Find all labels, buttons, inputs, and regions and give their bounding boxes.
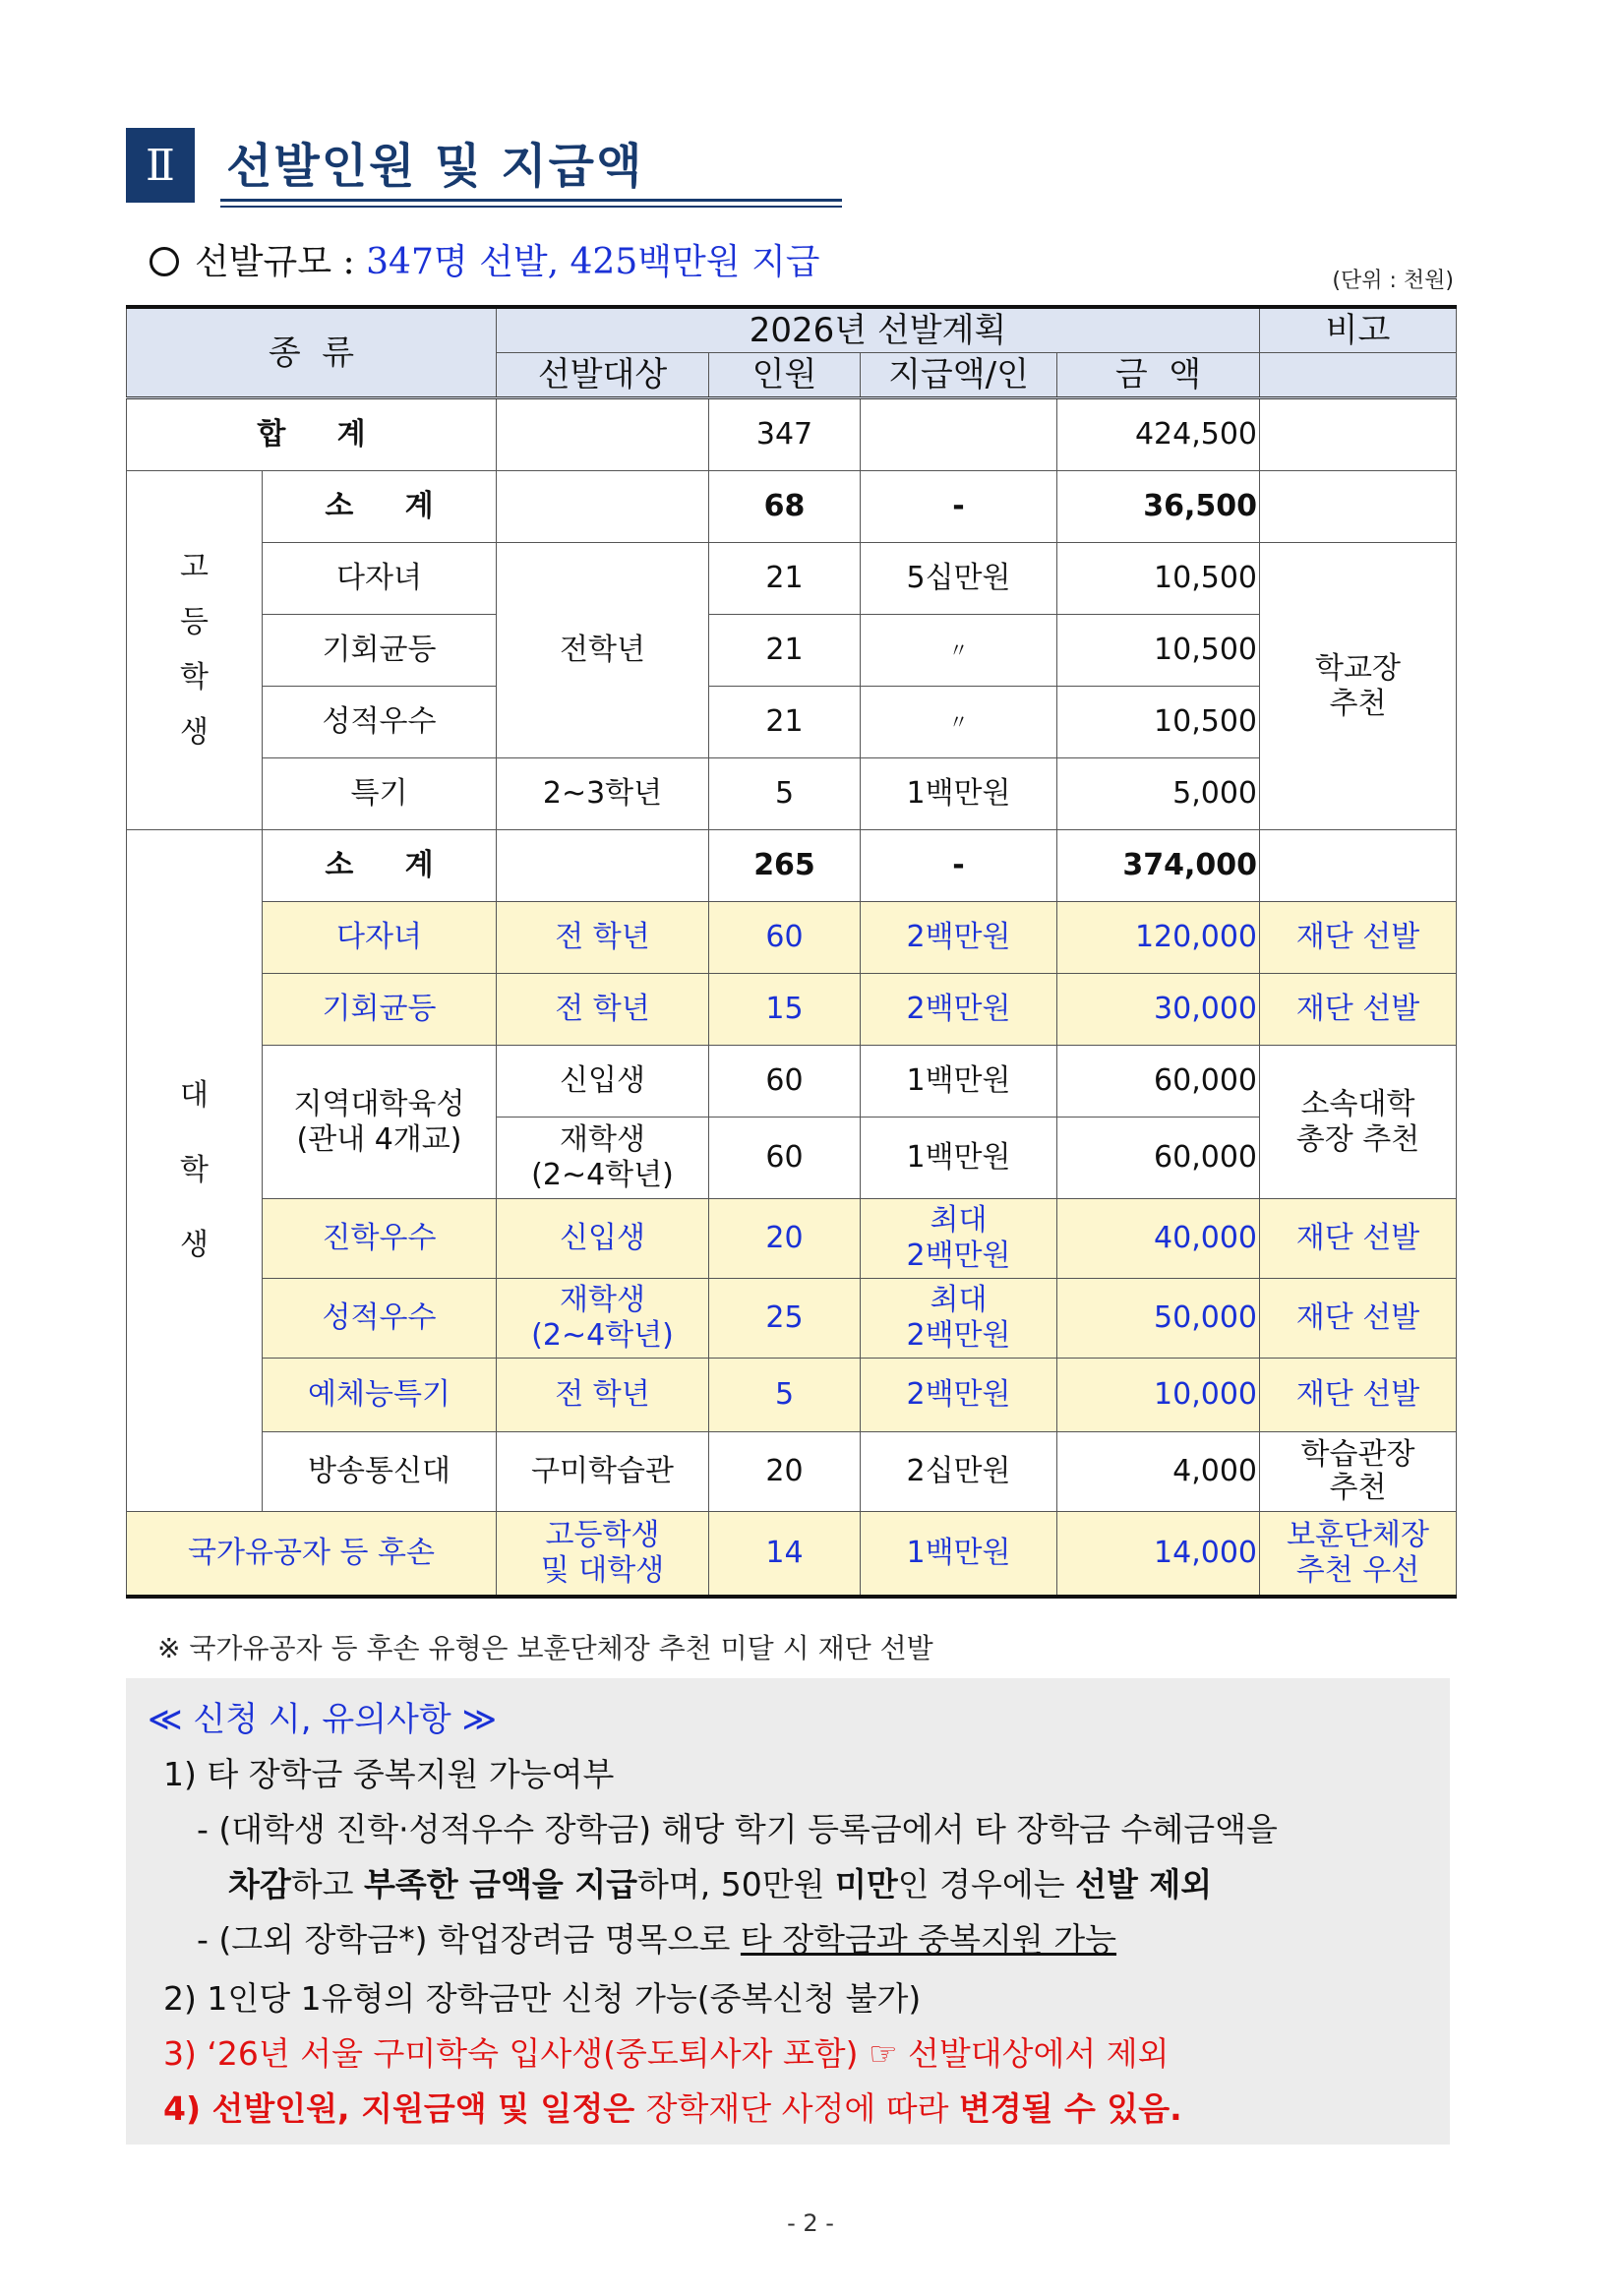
high-remark: 학교장 추천 bbox=[1260, 543, 1457, 830]
univ-subtotal-remark bbox=[1260, 830, 1457, 902]
univ-advance-amount: 40,000 bbox=[1057, 1199, 1260, 1279]
high-group-label: 고 등 학 생 bbox=[127, 471, 263, 830]
text: 장학재단 사정에 따라 bbox=[645, 2089, 959, 2128]
notice-item-1a-line1: - (대학생 진학·성적우수 장학금) 해당 학기 등록금에서 타 장학금 수혜금액을 bbox=[197, 1810, 1278, 1848]
text-underlined: 타 장학금과 중복지원 가능 bbox=[740, 1920, 1117, 1959]
total-label: 합 계 bbox=[127, 398, 497, 471]
page-number: - 2 - bbox=[787, 2209, 834, 2237]
notice-item-3: 3) ‘26년 서울 구미학숙 입사생(중도퇴사자 포함) ☞ 선발대상에서 제외 bbox=[163, 2034, 1170, 2073]
high-count: 21 bbox=[709, 615, 861, 687]
high-subtotal-count: 68 bbox=[709, 471, 861, 543]
veteran-remark: 보훈단체장 추천 우선 bbox=[1260, 1512, 1457, 1598]
univ-broadcast-label: 방송통신대 bbox=[263, 1432, 497, 1512]
bullet-circle-icon bbox=[150, 247, 179, 276]
univ-grade-remark: 재단 선발 bbox=[1260, 1279, 1457, 1359]
univ-arts-target: 전 학년 bbox=[497, 1359, 709, 1432]
text: 하고 bbox=[290, 1865, 365, 1903]
univ-arts-amount: 10,000 bbox=[1057, 1359, 1260, 1432]
header-per-person: 지급액/인 bbox=[861, 353, 1057, 398]
high-type: 기회균등 bbox=[263, 615, 497, 687]
univ-regional-new-count: 60 bbox=[709, 1046, 861, 1118]
high-subtotal-per: - bbox=[861, 471, 1057, 543]
high-amount: 5,000 bbox=[1057, 758, 1260, 830]
selection-scale bbox=[150, 234, 820, 284]
table-row bbox=[127, 758, 1457, 830]
unit-label: (단위 : 천원) bbox=[1332, 269, 1454, 293]
text: 하며, 50만원 bbox=[637, 1865, 836, 1903]
header-amount: 금 액 bbox=[1057, 353, 1260, 398]
table-row bbox=[127, 1359, 1457, 1432]
high-subtotal-remark bbox=[1260, 471, 1457, 543]
univ-advance-remark: 재단 선발 bbox=[1260, 1199, 1457, 1279]
high-count: 21 bbox=[709, 543, 861, 615]
high-per: 1백만원 bbox=[861, 758, 1057, 830]
section-title: 선발인원 및 지급액 bbox=[226, 139, 644, 194]
high-target: 2~3학년 bbox=[497, 758, 709, 830]
univ-regional-new-target: 신입생 bbox=[497, 1046, 709, 1118]
header-type: 종 류 bbox=[127, 307, 497, 398]
total-amount: 424,500 bbox=[1057, 398, 1260, 471]
section-number: Ⅱ bbox=[126, 128, 195, 203]
veteran-target: 고등학생 및 대학생 bbox=[497, 1512, 709, 1598]
univ-subtotal-target bbox=[497, 830, 709, 902]
title-underline bbox=[220, 199, 842, 202]
table-row-total bbox=[127, 398, 1457, 471]
univ-regional-label: 지역대학육성 (관내 4개교) bbox=[263, 1046, 497, 1199]
notice-item-2: 2) 1인당 1유형의 장학금만 신청 가능(중복신청 불가) bbox=[163, 1979, 922, 2018]
table-row bbox=[127, 974, 1457, 1046]
notice-title: ≪ 신청 시, 유의사항 ≫ bbox=[148, 1700, 498, 1739]
high-type: 다자녀 bbox=[263, 543, 497, 615]
univ-grade-per: 최대 2백만원 bbox=[861, 1279, 1057, 1359]
univ-subtotal-label: 소 계 bbox=[263, 830, 497, 902]
univ-multi-remark: 재단 선발 bbox=[1260, 902, 1457, 974]
selection-table bbox=[126, 305, 1457, 1599]
table-row bbox=[127, 1046, 1457, 1118]
univ-equal-target: 전 학년 bbox=[497, 974, 709, 1046]
header-remark-empty bbox=[1260, 353, 1457, 398]
univ-advance-count: 20 bbox=[709, 1199, 861, 1279]
univ-multi-per: 2백만원 bbox=[861, 902, 1057, 974]
text-bold: 부족한 금액을 지급 bbox=[364, 1865, 638, 1903]
text-bold: 미만 bbox=[835, 1865, 898, 1903]
table-footnote: ※ 국가유공자 등 후손 유형은 보훈단체장 추천 미달 시 재단 선발 bbox=[157, 1632, 933, 1664]
high-count: 21 bbox=[709, 687, 861, 758]
text-bold: 4) 선발인원, 지원금액 및 일정은 bbox=[163, 2089, 646, 2128]
univ-regional-current-amount: 60,000 bbox=[1057, 1118, 1260, 1199]
table-row bbox=[127, 471, 1457, 543]
scale-label: 선발규모 : bbox=[195, 242, 355, 282]
header-target: 선발대상 bbox=[497, 353, 709, 398]
high-count: 5 bbox=[709, 758, 861, 830]
high-amount: 10,500 bbox=[1057, 615, 1260, 687]
high-per: 5십만원 bbox=[861, 543, 1057, 615]
total-count: 347 bbox=[709, 398, 861, 471]
high-per: 〃 bbox=[861, 687, 1057, 758]
high-amount: 10,500 bbox=[1057, 543, 1260, 615]
table-row bbox=[127, 615, 1457, 687]
table-row bbox=[127, 830, 1457, 902]
univ-group-label: 대 학 생 bbox=[127, 830, 263, 1512]
veteran-count: 14 bbox=[709, 1512, 861, 1598]
notice-item-4 bbox=[163, 2084, 1182, 2130]
univ-equal-per: 2백만원 bbox=[861, 974, 1057, 1046]
table-row bbox=[127, 543, 1457, 615]
table-row-veteran bbox=[127, 1512, 1457, 1598]
univ-arts-count: 5 bbox=[709, 1359, 861, 1432]
univ-grade-count: 25 bbox=[709, 1279, 861, 1359]
total-target bbox=[497, 398, 709, 471]
text-bold: 변경될 수 있음. bbox=[958, 2089, 1182, 2128]
univ-regional-remark: 소속대학 총장 추천 bbox=[1260, 1046, 1457, 1199]
univ-equal-amount: 30,000 bbox=[1057, 974, 1260, 1046]
univ-arts-remark: 재단 선발 bbox=[1260, 1359, 1457, 1432]
univ-grade-amount: 50,000 bbox=[1057, 1279, 1260, 1359]
high-shared-target: 전학년 bbox=[497, 543, 709, 758]
univ-subtotal-count: 265 bbox=[709, 830, 861, 902]
title-underline-second bbox=[220, 206, 842, 208]
text-bold: 차감 bbox=[228, 1865, 291, 1903]
univ-arts-per: 2백만원 bbox=[861, 1359, 1057, 1432]
univ-grade-target: 재학생 (2~4학년) bbox=[497, 1279, 709, 1359]
univ-grade-label: 성적우수 bbox=[263, 1279, 497, 1359]
univ-equal-count: 15 bbox=[709, 974, 861, 1046]
total-remark bbox=[1260, 398, 1457, 471]
univ-advance-label: 진학우수 bbox=[263, 1199, 497, 1279]
high-amount: 10,500 bbox=[1057, 687, 1260, 758]
univ-multi-target: 전 학년 bbox=[497, 902, 709, 974]
high-type: 특기 bbox=[263, 758, 497, 830]
univ-regional-current-per: 1백만원 bbox=[861, 1118, 1057, 1199]
univ-broadcast-target: 구미학습관 bbox=[497, 1432, 709, 1512]
univ-equal-label: 기회균등 bbox=[263, 974, 497, 1046]
high-per: 〃 bbox=[861, 615, 1057, 687]
notice-box bbox=[126, 1678, 1450, 2145]
univ-regional-current-target: 재학생 (2~4학년) bbox=[497, 1118, 709, 1199]
univ-advance-target: 신입생 bbox=[497, 1199, 709, 1279]
text: - (그외 장학금*) 학업장려금 명목으로 bbox=[197, 1920, 741, 1959]
veteran-per: 1백만원 bbox=[861, 1512, 1057, 1598]
univ-regional-new-per: 1백만원 bbox=[861, 1046, 1057, 1118]
univ-broadcast-amount: 4,000 bbox=[1057, 1432, 1260, 1512]
veteran-label: 국가유공자 등 후손 bbox=[127, 1512, 497, 1598]
header-plan: 2026년 선발계획 bbox=[497, 307, 1260, 353]
univ-multi-amount: 120,000 bbox=[1057, 902, 1260, 974]
univ-broadcast-per: 2십만원 bbox=[861, 1432, 1057, 1512]
univ-equal-remark: 재단 선발 bbox=[1260, 974, 1457, 1046]
header-count: 인원 bbox=[709, 353, 861, 398]
univ-multi-label: 다자녀 bbox=[263, 902, 497, 974]
univ-broadcast-count: 20 bbox=[709, 1432, 861, 1512]
high-subtotal-amount: 36,500 bbox=[1057, 471, 1260, 543]
header-remark: 비고 bbox=[1260, 307, 1457, 353]
total-per bbox=[861, 398, 1057, 471]
univ-advance-per: 최대 2백만원 bbox=[861, 1199, 1057, 1279]
univ-arts-label: 예체능특기 bbox=[263, 1359, 497, 1432]
univ-broadcast-remark: 학습관장 추천 bbox=[1260, 1432, 1457, 1512]
table-row bbox=[127, 1199, 1457, 1279]
univ-regional-current-count: 60 bbox=[709, 1118, 861, 1199]
notice-item-1: 1) 타 장학금 중복지원 가능여부 bbox=[163, 1755, 615, 1793]
high-subtotal-label: 소 계 bbox=[263, 471, 497, 543]
univ-multi-count: 60 bbox=[709, 902, 861, 974]
notice-item-1a-line2 bbox=[228, 1859, 1212, 1905]
univ-subtotal-per: - bbox=[861, 830, 1057, 902]
univ-subtotal-amount: 374,000 bbox=[1057, 830, 1260, 902]
table-row bbox=[127, 1432, 1457, 1512]
table-row bbox=[127, 1279, 1457, 1359]
univ-regional-new-amount: 60,000 bbox=[1057, 1046, 1260, 1118]
veteran-amount: 14,000 bbox=[1057, 1512, 1260, 1598]
high-subtotal-target bbox=[497, 471, 709, 543]
high-type: 성적우수 bbox=[263, 687, 497, 758]
notice-item-1b bbox=[197, 1914, 1116, 1961]
text-bold: 선발 제외 bbox=[1075, 1865, 1213, 1903]
table-row bbox=[127, 902, 1457, 974]
text: 인 경우에는 bbox=[897, 1865, 1076, 1903]
scale-highlight: 347명 선발, 425백만원 지급 bbox=[366, 242, 820, 282]
table-row bbox=[127, 687, 1457, 758]
